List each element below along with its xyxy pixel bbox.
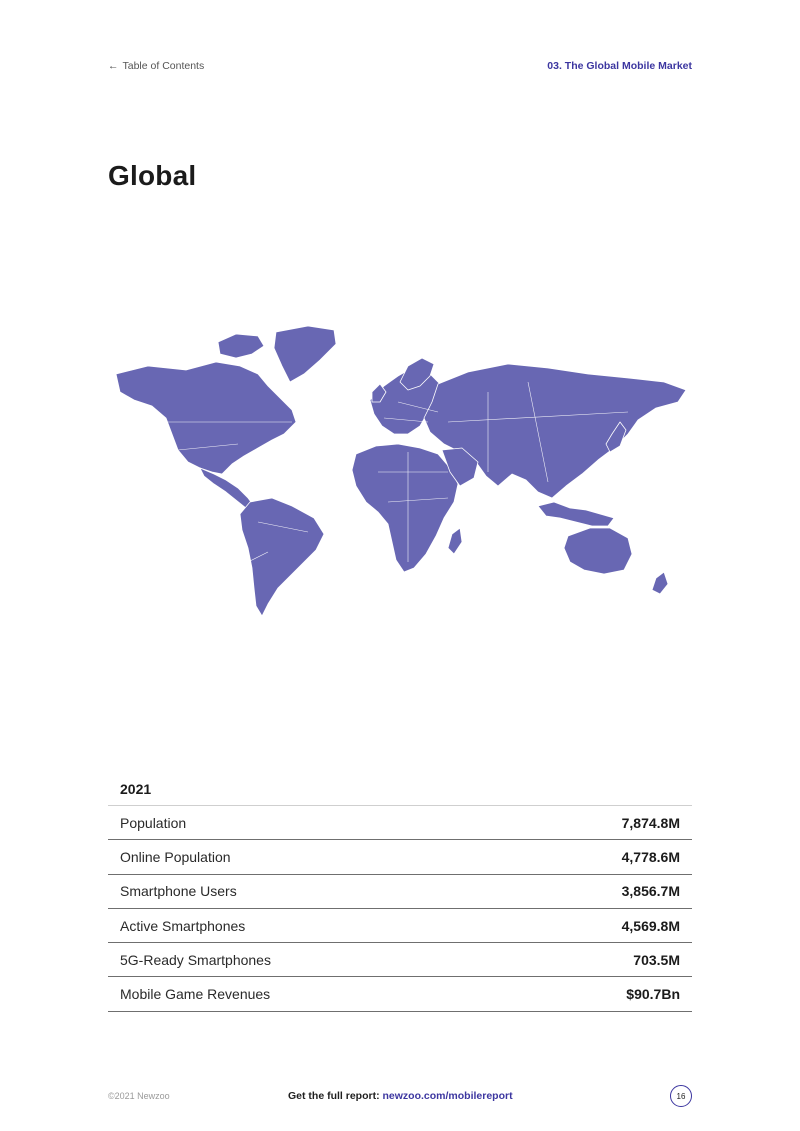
page-footer (108, 1085, 692, 1109)
greenland-shape (274, 326, 336, 382)
madagascar-shape (448, 528, 462, 554)
row-value: 4,778.6M (621, 848, 680, 865)
row-label: Smartphone Users (120, 883, 237, 900)
page-title: Global (108, 160, 197, 191)
section-title[interactable]: 03. The Global Mobile Market (547, 59, 692, 72)
southeast-asia-islands-shape (538, 502, 614, 526)
row-label: 5G-Ready Smartphones (120, 951, 271, 968)
table-row (108, 875, 692, 909)
table-row (108, 806, 692, 840)
row-label: Population (120, 814, 187, 831)
new-zealand-shape (652, 572, 668, 594)
canada-arctic-islands-shape (218, 334, 264, 358)
table-of-contents-label: Table of Contents (122, 59, 205, 72)
statistics-table (108, 778, 692, 1012)
report-link[interactable]: newzoo.com/mobilereport (382, 1090, 513, 1102)
north-america-shape (116, 362, 296, 474)
world-map-svg (108, 322, 692, 618)
row-value: 7,874.8M (621, 814, 680, 831)
top-navigation (108, 58, 692, 74)
row-value: $90.7Bn (626, 986, 680, 1003)
report-cta-prefix: Get the full report: (288, 1090, 383, 1102)
row-value: 3,856.7M (621, 883, 680, 900)
world-map (108, 322, 692, 618)
page-number: 16 (670, 1085, 692, 1107)
stats-year: 2021 (108, 778, 692, 806)
australia-shape (564, 528, 632, 574)
arrow-left-icon: ← (108, 59, 119, 72)
south-america-shape (240, 498, 324, 616)
copyright: ©2021 Newzoo (108, 1091, 170, 1101)
row-label: Active Smartphones (120, 917, 246, 934)
table-row (108, 909, 692, 943)
row-label: Mobile Game Revenues (120, 986, 271, 1003)
table-row (108, 943, 692, 977)
central-america-shape (200, 468, 254, 508)
row-value: 703.5M (633, 951, 680, 968)
row-value: 4,569.8M (621, 917, 680, 934)
table-row (108, 840, 692, 874)
row-label: Online Population (120, 848, 231, 865)
africa-shape (352, 444, 458, 572)
report-cta (288, 1090, 513, 1102)
table-of-contents-link[interactable] (108, 61, 204, 72)
table-row (108, 977, 692, 1011)
